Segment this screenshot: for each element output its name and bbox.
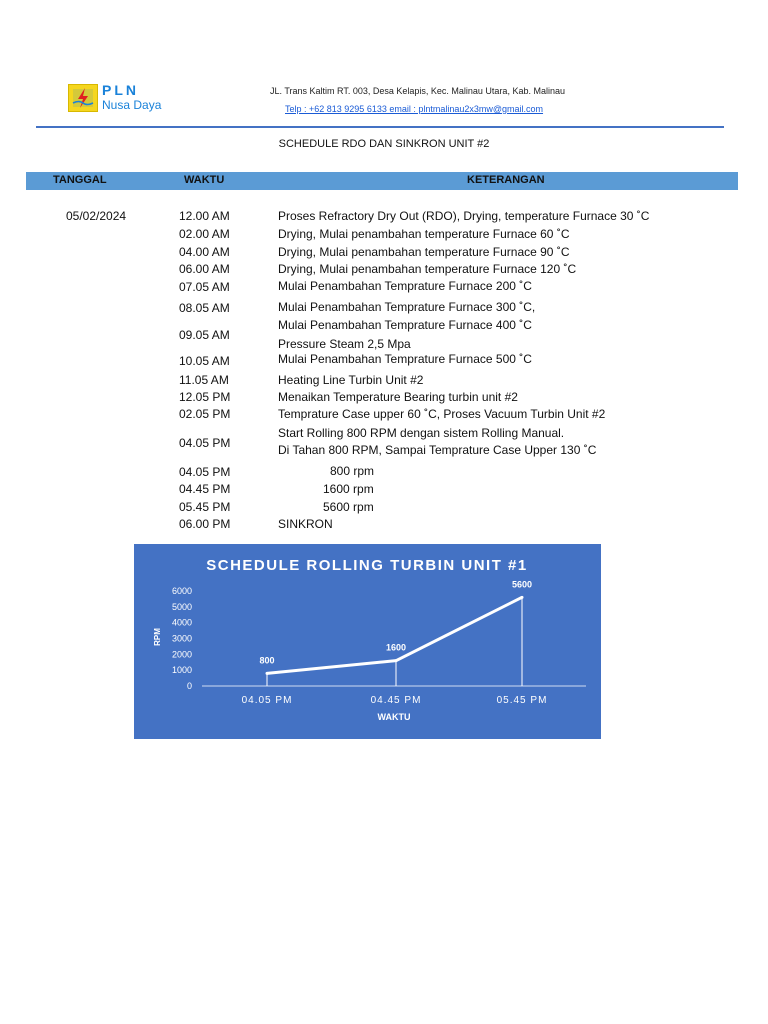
- description-cell: Mulai Penambahan Temprature Furnace 300 ˚C,: [278, 300, 536, 314]
- description-cell: Mulai Penambahan Temprature Furnace 200 ˚C: [278, 279, 532, 293]
- time-cell: 11.05 AM: [179, 373, 229, 387]
- x-tick-label: 05.45 PM: [496, 695, 548, 706]
- brand-subtitle: Nusa Daya: [102, 98, 162, 112]
- header-divider: [36, 126, 724, 128]
- time-cell: 12.00 AM: [179, 209, 230, 223]
- description-cell: Drying, Mulai penambahan temperature Furnace 60 ˚C: [278, 227, 570, 241]
- y-tick-label: 5000: [171, 601, 192, 612]
- description-cell: Temprature Case upper 60 ˚C, Proses Vacuum Turbin Unit #2: [278, 407, 606, 421]
- description-cell: Mulai Penambahan Temprature Furnace 500 ˚C: [278, 352, 532, 366]
- time-cell: 04.05 PM: [179, 436, 231, 450]
- date-cell: 05/02/2024: [66, 209, 127, 223]
- description-cell: Mulai Penambahan Temprature Furnace 400 ˚C: [278, 318, 532, 332]
- y-tick-label: 1000: [171, 665, 192, 676]
- rolling-chart-svg: [134, 544, 601, 739]
- time-cell: 02.00 AM: [179, 227, 230, 241]
- table-header-bar: [26, 172, 738, 190]
- document-title: SCHEDULE RDO DAN SINKRON UNIT #2: [278, 138, 490, 150]
- chart-title: SCHEDULE ROLLING TURBIN UNIT #1: [206, 557, 528, 574]
- description-cell: Drying, Mulai penambahan temperature Furnace 120 ˚C: [278, 262, 577, 276]
- column-header-tanggal: TANGGAL: [53, 174, 107, 186]
- x-axis-label: WAKTU: [377, 712, 411, 722]
- time-cell: 07.05 AM: [179, 280, 230, 294]
- contact-link[interactable]: Telp : +62 813 9295 6133 email : plntmalinau2x3mw@gmail.com: [285, 104, 544, 114]
- series-line: [267, 597, 522, 673]
- pln-logo-icon: [68, 84, 98, 112]
- time-cell: 08.05 AM: [179, 301, 230, 315]
- description-cell: Proses Refractory Dry Out (RDO), Drying, temperature Furnace 30 ˚C: [278, 209, 650, 223]
- data-label: 5600: [511, 579, 533, 590]
- data-point: [266, 672, 269, 675]
- y-axis-label: RPM: [153, 628, 162, 646]
- time-cell: 04.00 AM: [179, 245, 230, 259]
- column-header-waktu: WAKTU: [184, 174, 225, 186]
- x-tick-label: 04.45 PM: [370, 695, 422, 706]
- time-cell: 04.45 PM: [179, 482, 231, 496]
- description-cell: Menaikan Temperature Bearing turbin unit #2: [278, 390, 518, 404]
- column-header-keterangan: KETERANGAN: [467, 174, 545, 186]
- time-cell: 09.05 AM: [179, 328, 230, 342]
- time-cell: 06.00 PM: [179, 517, 231, 531]
- company-address: JL. Trans Kaltim RT. 003, Desa Kelapis, Kec. Malinau Utara, Kab. Malinau: [270, 86, 565, 96]
- time-cell: 02.05 PM: [179, 407, 231, 421]
- description-cell-line2: Pressure Steam 2,5 Mpa: [278, 337, 411, 351]
- description-cell: SINKRON: [278, 517, 333, 531]
- description-cell: 5600 rpm: [323, 500, 374, 514]
- brand-name: PLN: [102, 82, 139, 98]
- data-label: 800: [259, 655, 275, 666]
- description-cell: Drying, Mulai penambahan temperature Furnace 90 ˚C: [278, 245, 570, 259]
- data-label: 1600: [385, 642, 407, 653]
- time-cell: 05.45 PM: [179, 500, 231, 514]
- time-cell: 12.05 PM: [179, 390, 231, 404]
- description-cell: Heating Line Turbin Unit #2: [278, 373, 424, 387]
- time-cell: 10.05 AM: [179, 354, 230, 368]
- y-tick-label: 0: [186, 681, 192, 691]
- time-cell: 06.00 AM: [179, 262, 230, 276]
- data-point: [395, 659, 398, 662]
- description-cell: 1600 rpm: [323, 482, 374, 496]
- y-tick-label: 3000: [171, 633, 192, 644]
- x-tick-label: 04.05 PM: [241, 695, 293, 706]
- data-point: [521, 596, 524, 599]
- y-tick-label: 4000: [171, 617, 192, 628]
- time-cell: 04.05 PM: [179, 465, 231, 479]
- description-cell: Start Rolling 800 RPM dengan sistem Rolling Manual.: [278, 426, 565, 440]
- rolling-chart: [134, 544, 601, 739]
- y-tick-label: 2000: [171, 649, 192, 660]
- description-cell-line2: Di Tahan 800 RPM, Sampai Temprature Case Upper 130 ˚C: [278, 443, 597, 457]
- y-tick-label: 6000: [171, 586, 192, 596]
- description-cell: 800 rpm: [330, 464, 375, 478]
